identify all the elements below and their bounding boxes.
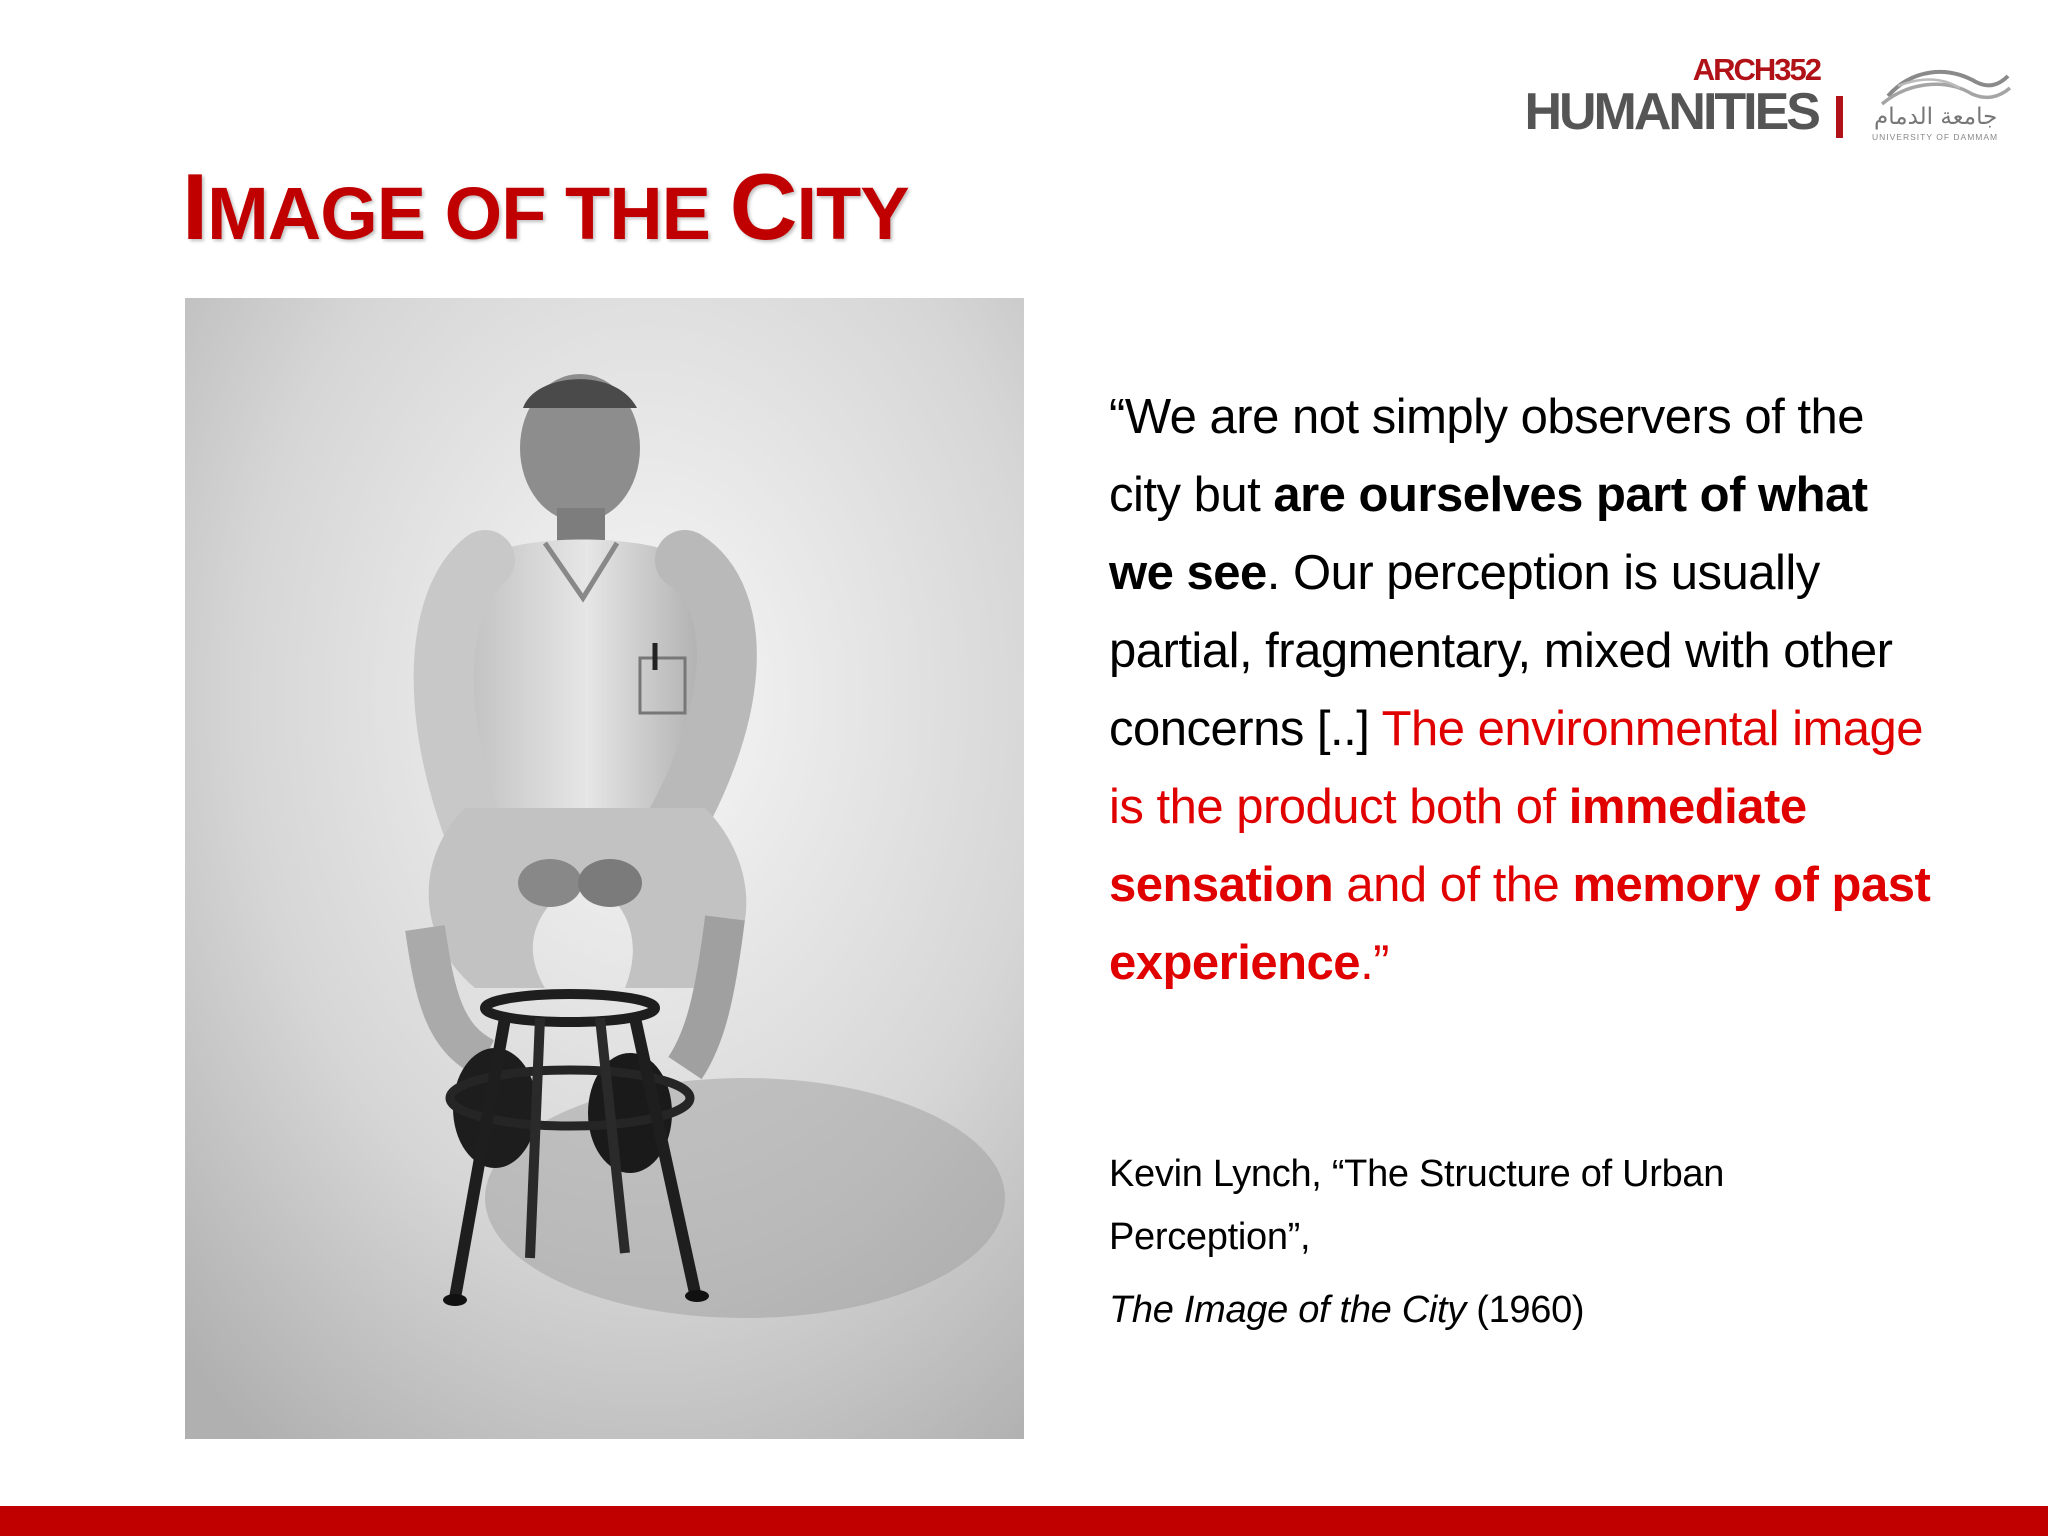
citation-year: (1960) bbox=[1465, 1289, 1585, 1331]
university-logo bbox=[1868, 58, 2018, 146]
course-code: ARCH352 bbox=[1692, 52, 1820, 87]
slide-title bbox=[182, 154, 909, 259]
quote-highlight-2: and of the bbox=[1333, 858, 1573, 912]
title-initial-1: I bbox=[182, 154, 208, 259]
quote-highlight-emphasis-1: immediate sensation bbox=[1109, 780, 1807, 912]
quote-highlight-3: .” bbox=[1360, 936, 1389, 990]
quote-highlight-1: The environmental image is the product both of bbox=[1109, 702, 1924, 834]
lynch-quote bbox=[1109, 378, 1939, 1002]
footer-bar bbox=[0, 1506, 2048, 1536]
course-name: HUMANITIES bbox=[1524, 83, 1818, 141]
quote-citation bbox=[1109, 1143, 1869, 1342]
portrait-photo bbox=[185, 298, 1024, 1439]
quote-emphasis-1: are ourselves part of what we see bbox=[1109, 468, 1868, 600]
brand-divider bbox=[1836, 96, 1843, 138]
citation-book-title: The Image of the City bbox=[1109, 1289, 1466, 1331]
quote-text-2: . Our perception is usually partial, fragmentary, mixed with other concerns [..] bbox=[1109, 546, 1893, 756]
citation-work bbox=[1109, 1279, 1869, 1342]
portrait-illustration bbox=[185, 298, 1024, 1439]
title-text-1: MAGE OF THE bbox=[207, 172, 730, 255]
citation-author: Kevin Lynch, “The Structure of Urban Perception”, bbox=[1109, 1153, 1725, 1258]
logo-latin-text: UNIVERSITY OF DAMMAM bbox=[1872, 132, 1999, 142]
logo-arabic-text: جامعة الدمام bbox=[1874, 104, 1998, 130]
title-text-2: ITY bbox=[796, 172, 909, 255]
header-branding bbox=[1508, 52, 2018, 152]
quote-text-1: “We are not simply observers of the city but bbox=[1109, 390, 1865, 522]
quote-highlight-emphasis-2: memory of past experience bbox=[1109, 858, 1931, 990]
title-initial-2: C bbox=[729, 154, 797, 259]
